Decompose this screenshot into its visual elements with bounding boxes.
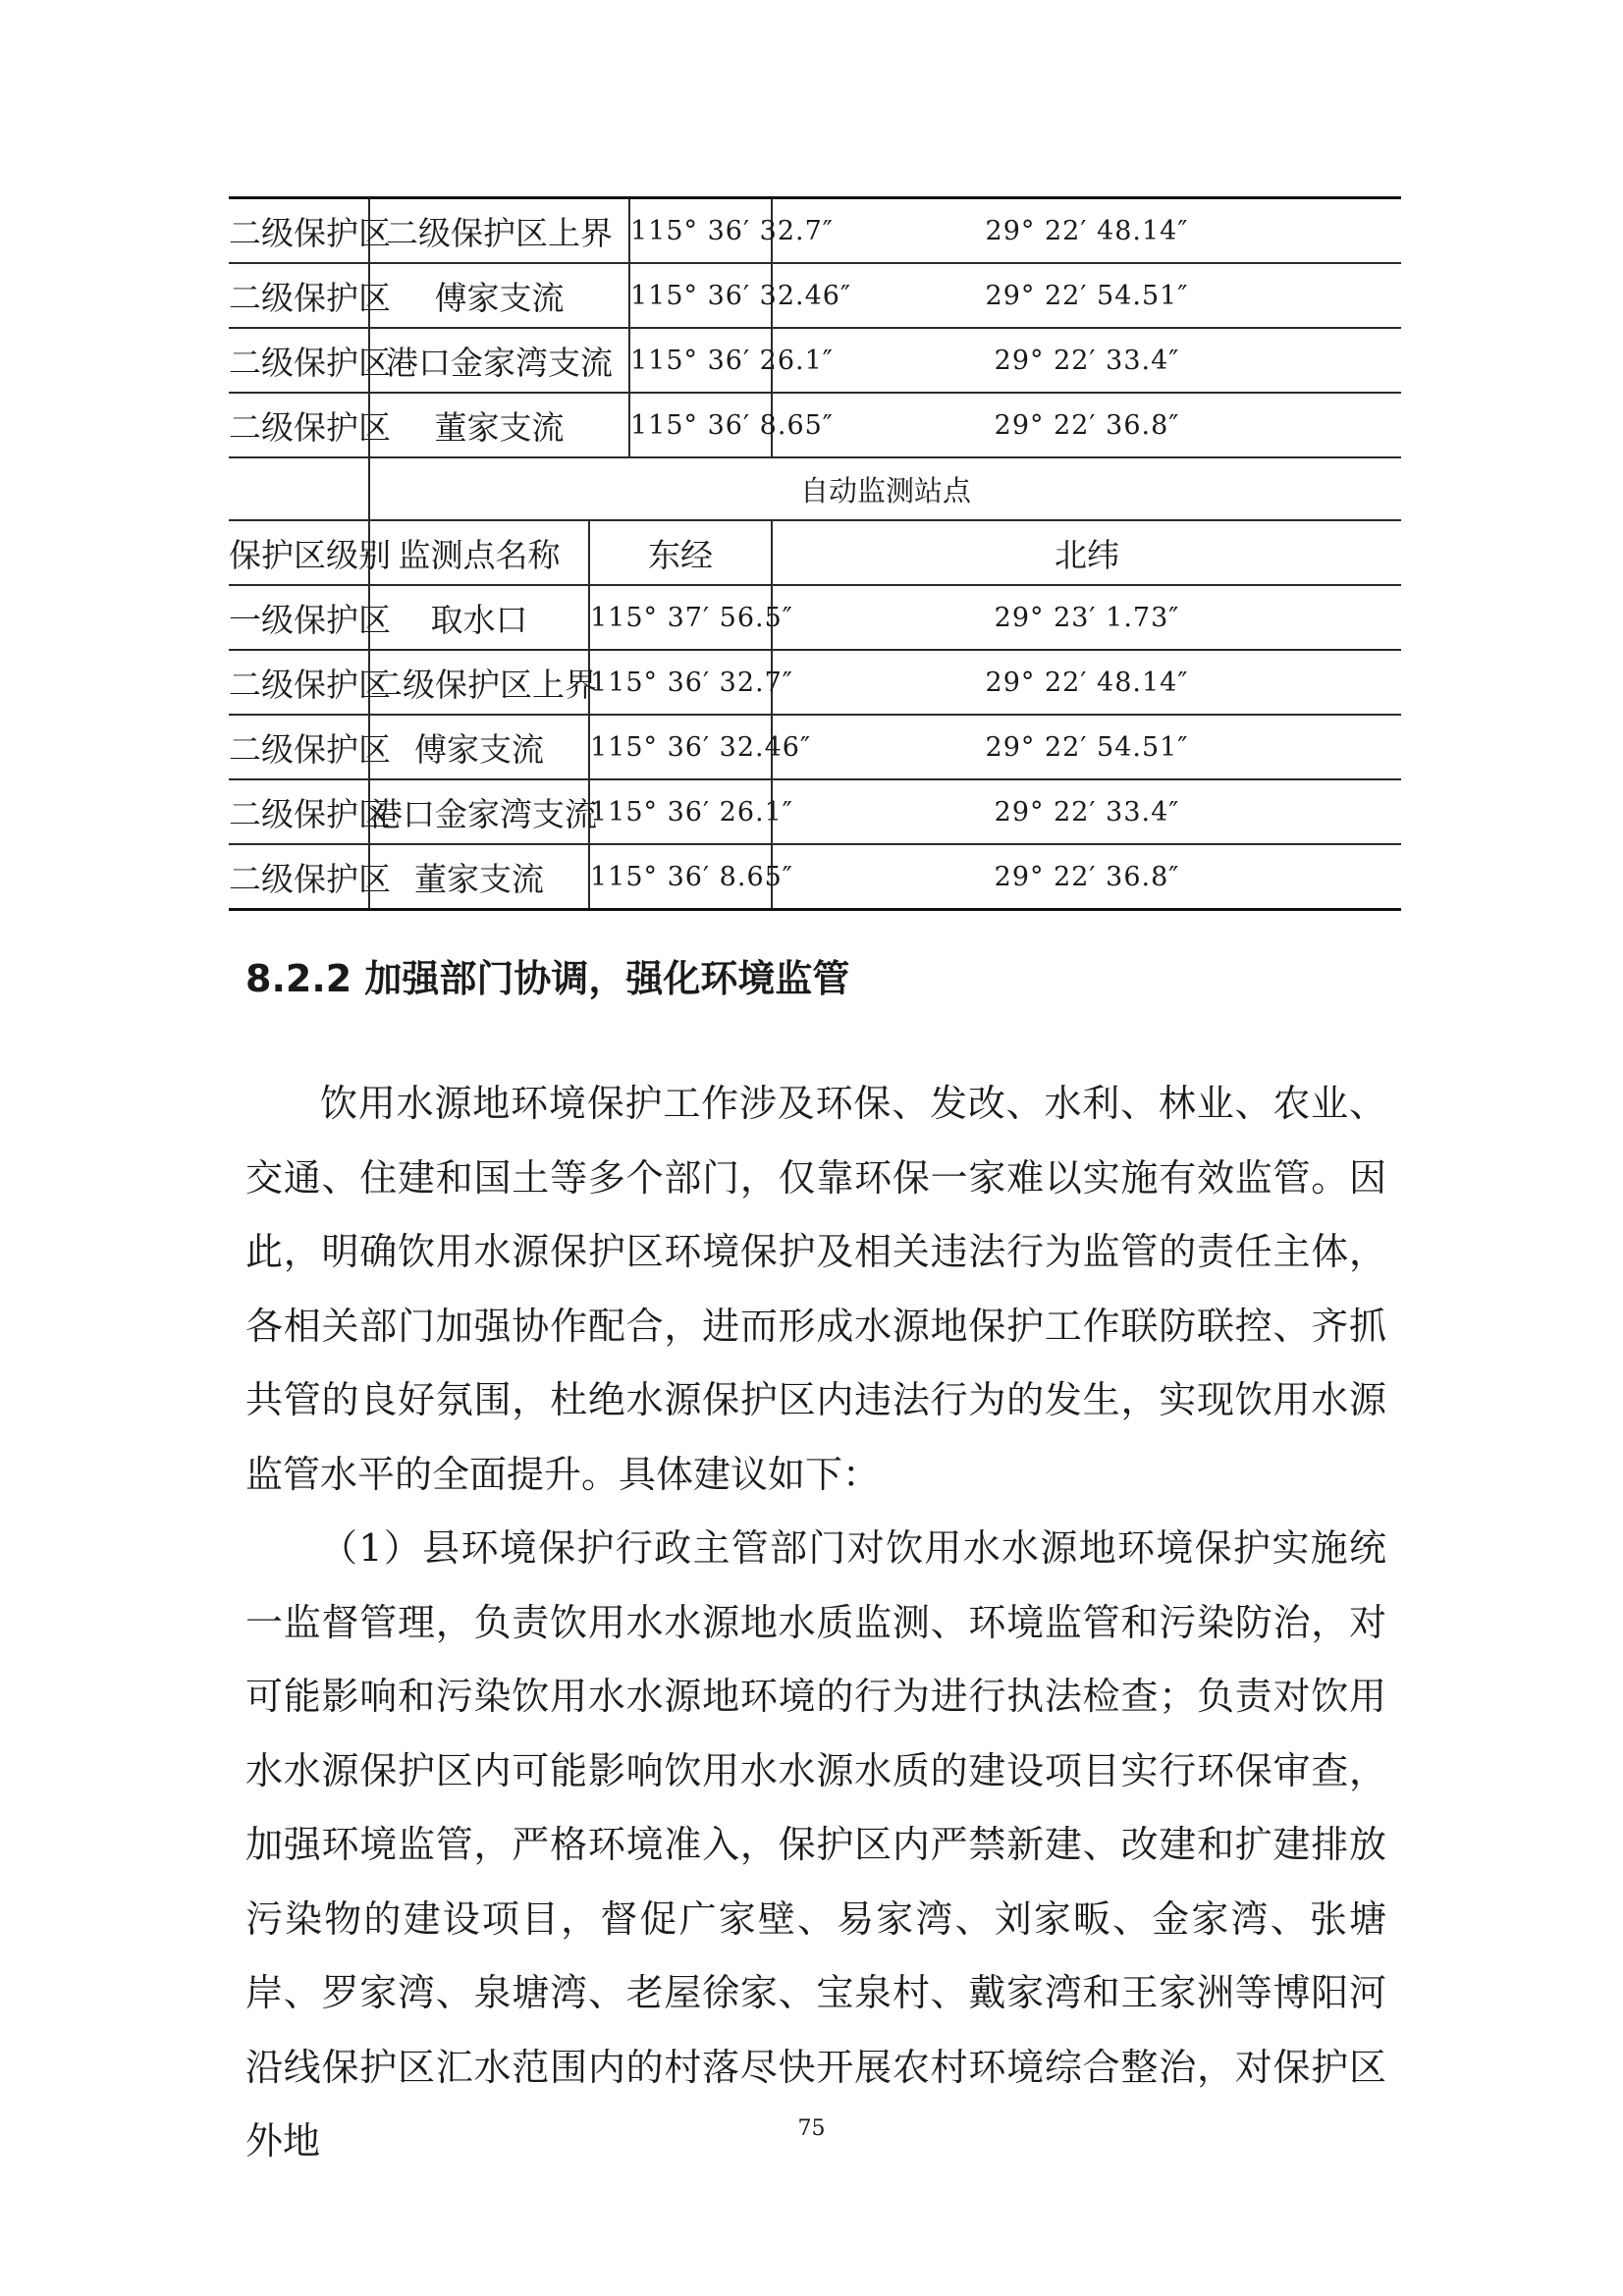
coordinates-table [229, 196, 1401, 911]
table-header-row [229, 520, 1401, 585]
cell-latitude: 29° 22′ 36.8″ [772, 844, 1401, 910]
table-row [229, 844, 1401, 910]
cell-zone-level: 二级保护区 [229, 263, 369, 328]
cell-blank [229, 457, 369, 520]
station-title: 自动监测站点 [369, 457, 1401, 520]
cell-latitude: 29° 22′ 54.51″ [772, 263, 1401, 328]
cell-longitude: 115° 36′ 32.46″ [629, 263, 772, 328]
cell-longitude: 115° 36′ 32.7″ [589, 650, 772, 715]
cell-point-name: 董家支流 [369, 393, 629, 457]
cell-point-name: 港口金家湾支流 [369, 779, 589, 844]
header-latitude: 北纬 [772, 520, 1401, 585]
table-row [229, 715, 1401, 779]
cell-latitude: 29° 22′ 54.51″ [772, 715, 1401, 779]
cell-zone-level: 二级保护区 [229, 715, 369, 779]
table-row [229, 585, 1401, 650]
cell-point-name: 二级保护区上界 [369, 650, 589, 715]
table-row [229, 393, 1401, 457]
table-row-station-title [229, 457, 1401, 520]
coordinates-table-body [229, 198, 1401, 910]
cell-point-name: 二级保护区上界 [369, 198, 629, 264]
cell-zone-level: 二级保护区 [229, 328, 369, 393]
header-longitude: 东经 [589, 520, 772, 585]
cell-zone-level: 二级保护区 [229, 198, 369, 264]
section-heading: 8.2.2 加强部门协调，强化环境监管 [245, 957, 850, 1000]
cell-longitude: 115° 36′ 32.46″ [589, 715, 772, 779]
cell-latitude: 29° 22′ 48.14″ [772, 198, 1401, 264]
cell-point-name: 傅家支流 [369, 715, 589, 779]
cell-latitude: 29° 22′ 48.14″ [772, 650, 1401, 715]
cell-zone-level: 二级保护区 [229, 393, 369, 457]
table-row [229, 198, 1401, 264]
paragraph-intro: 饮用水源地环境保护工作涉及环保、发改、水利、林业、农业、交通、住建和国土等多个部门，仅靠环保一家难以实施有效监管。因此，明确饮用水源保护区环境保护及相关违法行为监管的责任主体，各相关部门加强协作配合，进而形成水源地保护工作联防联控、齐抓共管的良好氛围，杜绝水源保护区内违法行为的发生，实现饮用水源监管水平的全面提升。具体建议如下： [245, 1082, 1386, 1496]
header-zone-level: 保护区级别 [229, 520, 369, 585]
cell-latitude: 29° 22′ 33.4″ [772, 779, 1401, 844]
cell-zone-level: 二级保护区 [229, 650, 369, 715]
page-number: 75 [797, 2116, 826, 2141]
header-point-name: 监测点名称 [369, 520, 589, 585]
table-row [229, 263, 1401, 328]
cell-zone-level: 二级保护区 [229, 779, 369, 844]
cell-longitude: 115° 37′ 56.5″ [589, 585, 772, 650]
cell-longitude: 115° 36′ 32.7″ [629, 198, 772, 264]
section-body [245, 1067, 1386, 2179]
cell-zone-level: 二级保护区 [229, 844, 369, 910]
cell-point-name: 港口金家湾支流 [369, 328, 629, 393]
cell-latitude: 29° 23′ 1.73″ [772, 585, 1401, 650]
cell-latitude: 29° 22′ 33.4″ [772, 328, 1401, 393]
cell-latitude: 29° 22′ 36.8″ [772, 393, 1401, 457]
paragraph-item-1: （1）县环境保护行政主管部门对饮用水水源地环境保护实施统一监督管理，负责饮用水水源地水质监测、环境监管和污染防治，对可能影响和污染饮用水水源地环境的行为进行执法检查；负责对饮用水水源保护区内可能影响饮用水水源水质的建设项目实行环保审查，加强环境监管，严格环境准入，保护区内严禁新建、改建和扩建排放污染物的建设项目，督促广家壁、易家湾、刘家畈、金家湾、张塘岸、罗家湾、泉塘湾、老屋徐家、宝泉村、戴家湾和王家洲等博阳河沿线保护区汇水范围内的村落尽快开展农村环境综合整治，对保护区外地 [245, 1526, 1386, 2163]
cell-point-name: 董家支流 [369, 844, 589, 910]
cell-longitude: 115° 36′ 8.65″ [589, 844, 772, 910]
cell-longitude: 115° 36′ 26.1″ [589, 779, 772, 844]
cell-zone-level: 一级保护区 [229, 585, 369, 650]
cell-point-name: 傅家支流 [369, 263, 629, 328]
table-row [229, 650, 1401, 715]
table-row [229, 779, 1401, 844]
table-row [229, 328, 1401, 393]
cell-longitude: 115° 36′ 8.65″ [629, 393, 772, 457]
cell-longitude: 115° 36′ 26.1″ [629, 328, 772, 393]
cell-point-name: 取水口 [369, 585, 589, 650]
